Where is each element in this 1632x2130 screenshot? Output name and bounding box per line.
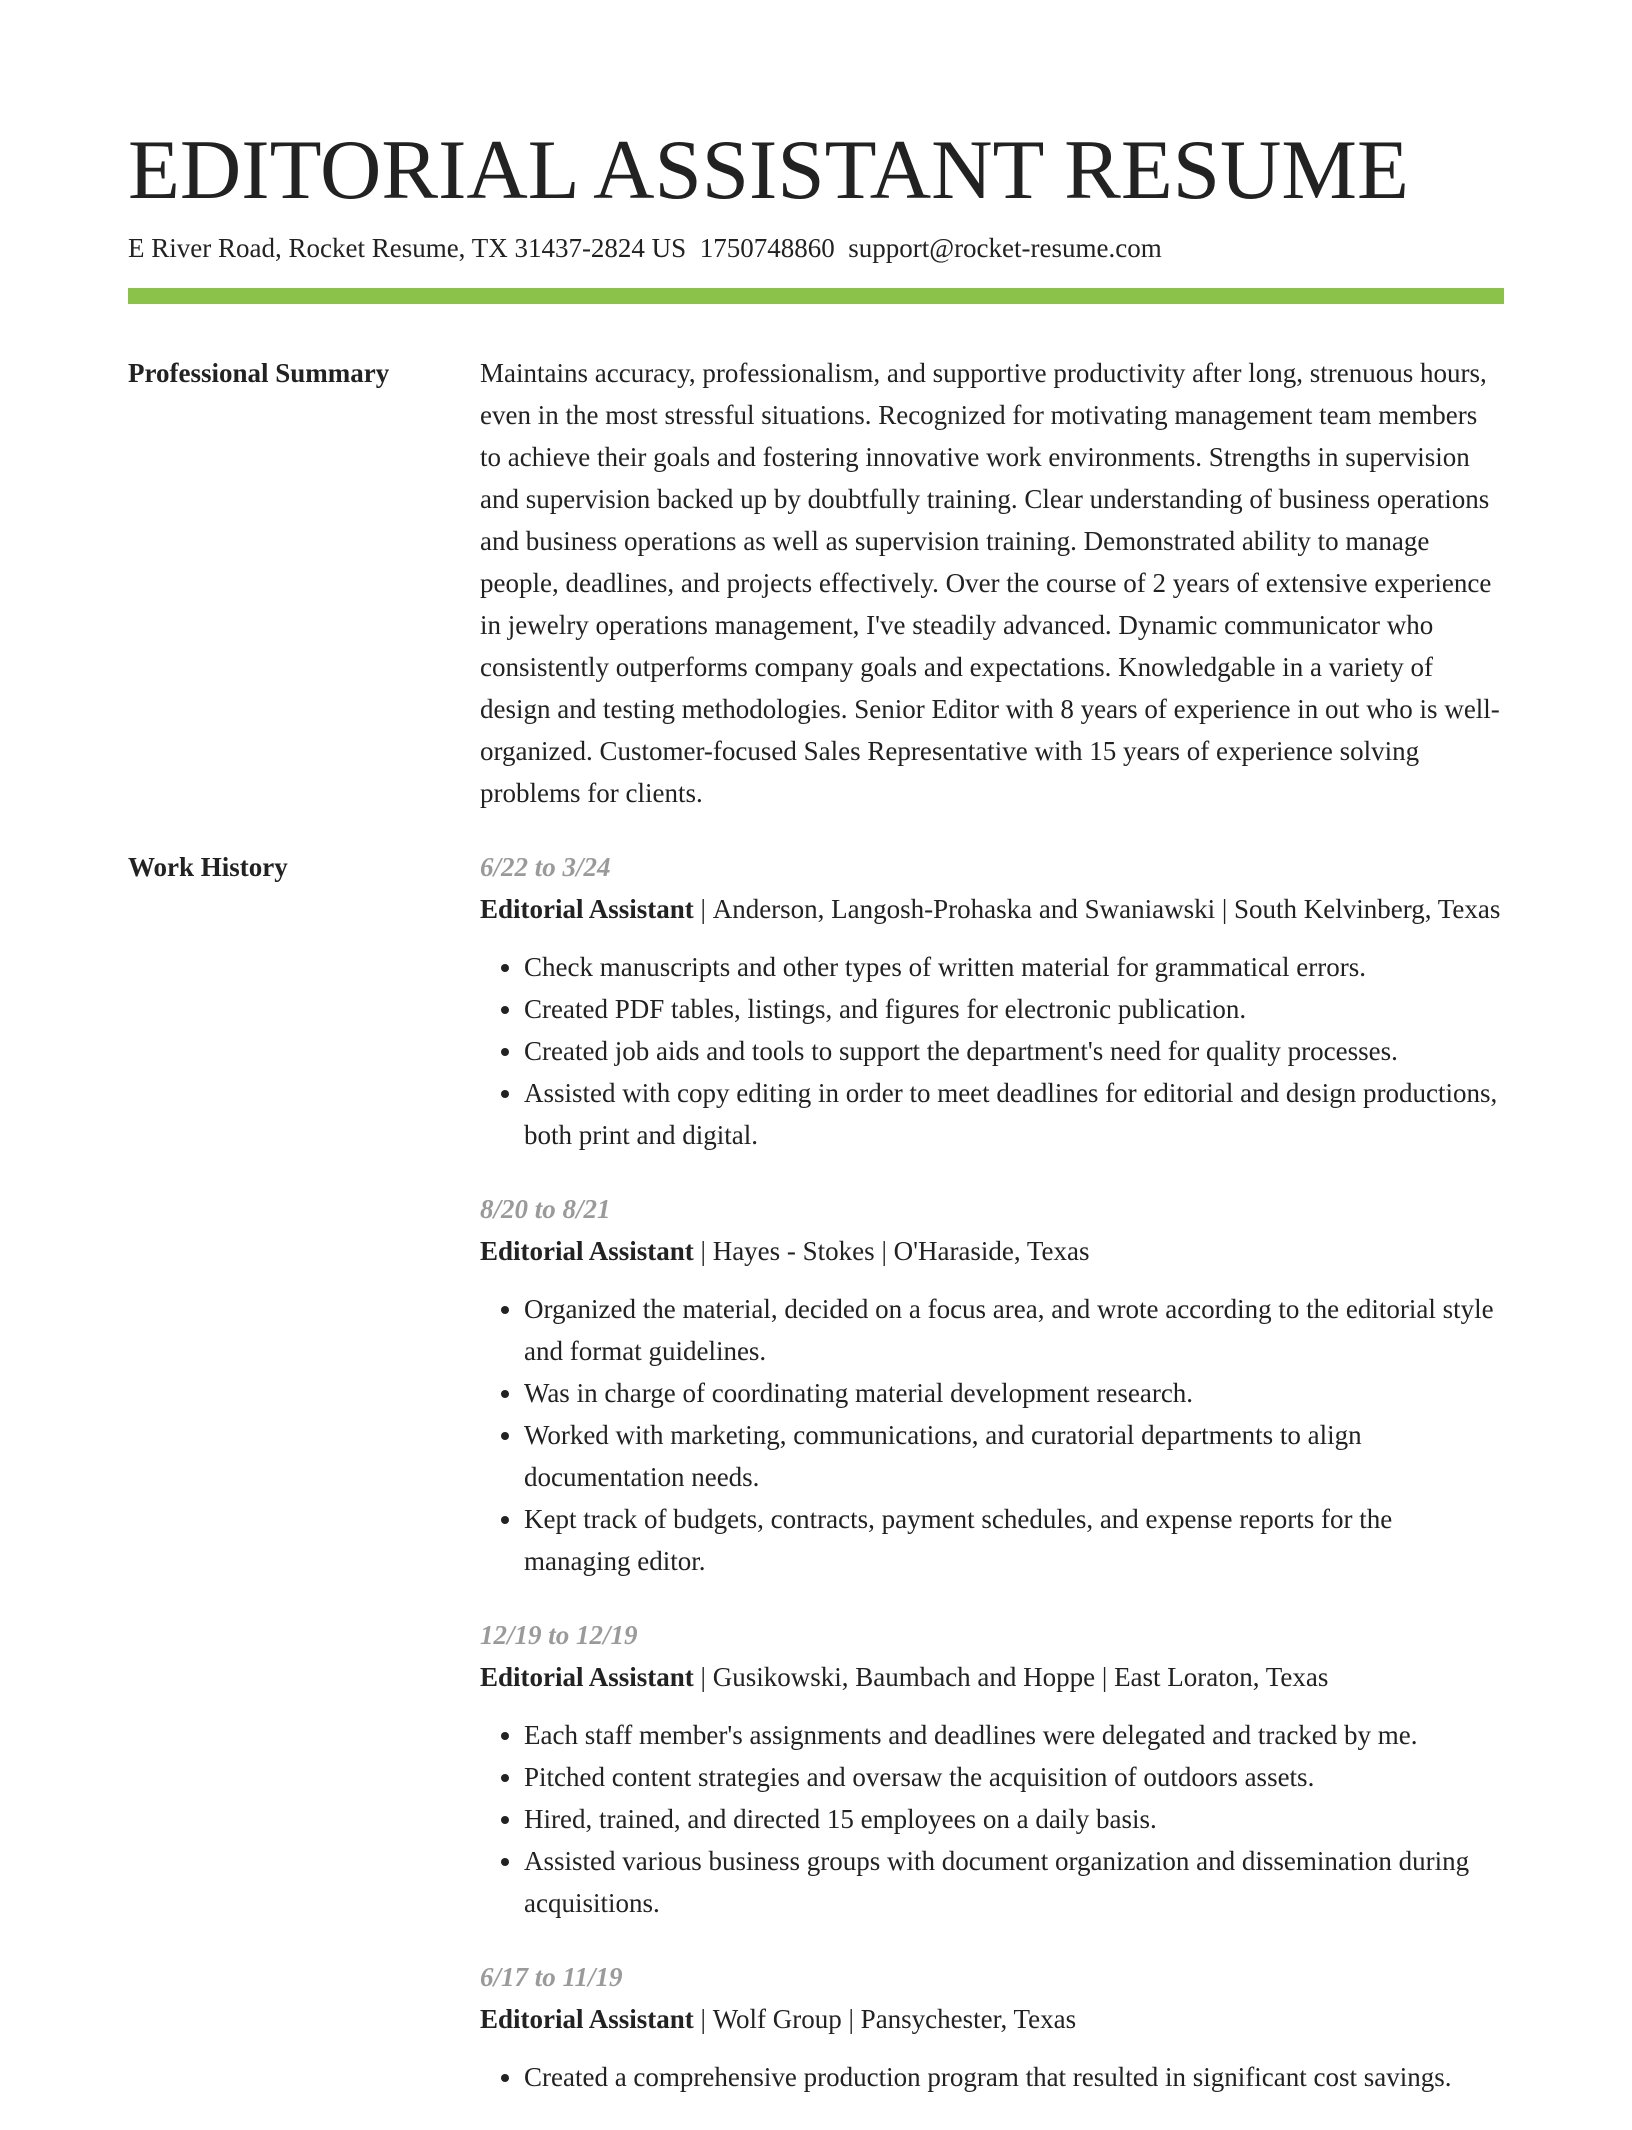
job-company: Gusikowski, Baumbach and Hoppe: [712, 1662, 1096, 1692]
contact-line: [128, 228, 1504, 268]
job-entry: [480, 846, 1504, 1156]
job-entry: [480, 1956, 1504, 2098]
job-company: Hayes - Stokes: [712, 1236, 875, 1266]
list-item: • Created PDF tables, listings, and figures for electronic publication.: [524, 988, 1504, 1030]
job-title: Editorial Assistant: [480, 894, 694, 924]
job-entry: [480, 1188, 1504, 1582]
address-text: E River Road, Rocket Resume, TX 31437-2824 US: [128, 233, 687, 263]
job-dates: 12/19 to 12/19: [480, 1620, 638, 1650]
job-dates: 6/17 to 11/19: [480, 1962, 623, 1992]
summary-text: Maintains accuracy, professionalism, and supportive productivity after long, strenuous hours, even in the most stressful situations. Recognized for motivating management team members to achieve their goals and fostering innovative work environments. Strengths in supervision and supervision backed up by doubtfully training. Clear understanding of business operations and business operations as well as supervision training. Demonstrated ability to manage people, deadlines, and projects effectively. Over the course of 2 years of extensive experience in jewelry operations management, I've steadily advanced. Dynamic communicator who consistently outperforms company goals and expectations. Knowledgable in a variety of design and testing methodologies. Senior Editor with 8 years of experience in out who is well-organized. Customer-focused Sales Representative with 15 years of experience solving problems for clients.: [480, 358, 1500, 808]
phone-text: 1750748860: [699, 233, 835, 263]
job-dates: 8/20 to 8/21: [480, 1194, 611, 1224]
separator: |: [881, 1236, 887, 1266]
job-location: East Loraton, Texas: [1114, 1662, 1329, 1692]
list-item: • Kept track of budgets, contracts, payment schedules, and expense reports for the managing editor.: [524, 1498, 1504, 1582]
list-item: • Assisted various business groups with document organization and dissemination during acquisitions.: [524, 1840, 1504, 1924]
job-title: Editorial Assistant: [480, 1236, 694, 1266]
job-bullets: [480, 1714, 1504, 1924]
separator: |: [1221, 894, 1228, 924]
separator: |: [700, 1236, 706, 1266]
job-heading: [480, 888, 1504, 930]
list-item: • Pitched content strategies and oversaw the acquisition of outdoors assets.: [524, 1756, 1504, 1798]
section-label-work-history: Work History: [128, 852, 288, 882]
list-item: • Assisted with copy editing in order to meet deadlines for editorial and design productions, both print and digital.: [524, 1072, 1504, 1156]
list-item: • Organized the material, decided on a focus area, and wrote according to the editorial style and format guidelines.: [524, 1288, 1504, 1372]
summary-body: [480, 352, 1504, 814]
resume-page: [128, 120, 1504, 2130]
job-heading: [480, 1230, 1504, 1272]
job-location: South Kelvinberg, Texas: [1234, 894, 1501, 924]
list-item: • Was in charge of coordinating material development research.: [524, 1372, 1504, 1414]
job-heading: [480, 1656, 1504, 1698]
page-title: EDITORIAL ASSISTANT RESUME: [128, 123, 1409, 217]
separator: |: [1101, 1662, 1108, 1692]
job-entry: [480, 1614, 1504, 1924]
section-label-summary: Professional Summary: [128, 358, 390, 388]
job-dates: 6/22 to 3/24: [480, 852, 611, 882]
job-location: O'Haraside, Texas: [893, 1236, 1090, 1266]
separator: |: [700, 1662, 706, 1692]
job-heading: [480, 1998, 1504, 2040]
accent-divider: [128, 288, 1504, 304]
separator: |: [700, 2004, 706, 2034]
list-item: • Created job aids and tools to support the department's need for quality processes.: [524, 1030, 1504, 1072]
job-bullets: [480, 2056, 1504, 2098]
work-history-section: [128, 846, 1504, 2130]
list-item: • Created a comprehensive production program that resulted in significant cost savings.: [524, 2056, 1504, 2098]
work-history-body: [480, 846, 1504, 2130]
email-text: support@rocket-resume.com: [848, 233, 1162, 263]
job-title: Editorial Assistant: [480, 1662, 694, 1692]
job-bullets: [480, 1288, 1504, 1582]
list-item: • Check manuscripts and other types of written material for grammatical errors.: [524, 946, 1504, 988]
job-company: Wolf Group: [712, 2004, 842, 2034]
professional-summary-section: [128, 352, 1504, 814]
job-title: Editorial Assistant: [480, 2004, 694, 2034]
job-company: Anderson, Langosh-Prohaska and Swaniawski: [712, 894, 1216, 924]
separator: |: [848, 2004, 854, 2034]
list-item: • Hired, trained, and directed 15 employees on a daily basis.: [524, 1798, 1504, 1840]
list-item: • Each staff member's assignments and deadlines were delegated and tracked by me.: [524, 1714, 1504, 1756]
job-location: Pansychester, Texas: [860, 2004, 1077, 2034]
list-item: • Worked with marketing, communications, and curatorial departments to align documentation needs.: [524, 1414, 1504, 1498]
separator: |: [700, 894, 706, 924]
job-bullets: [480, 946, 1504, 1156]
